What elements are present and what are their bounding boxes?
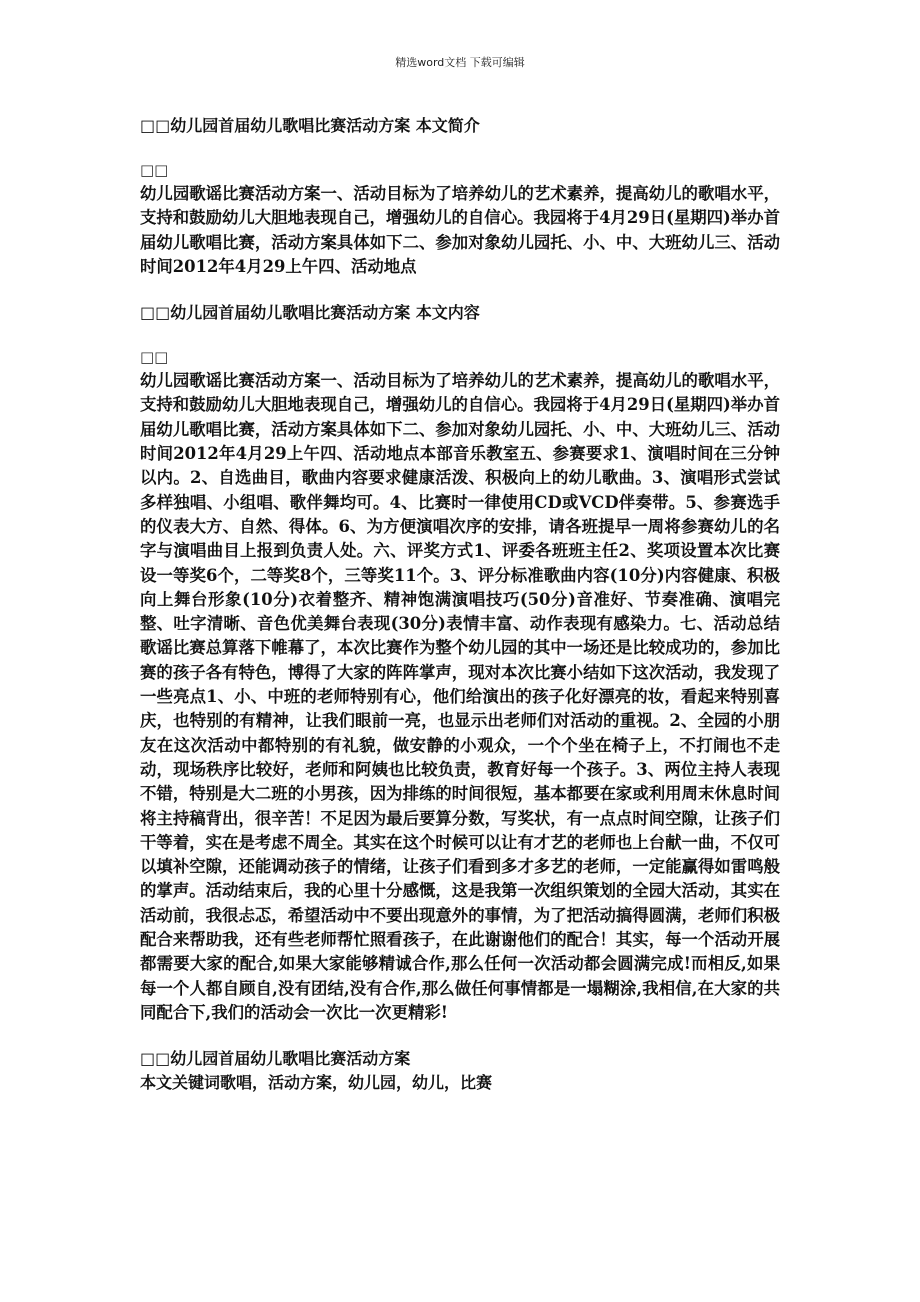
summary-paragraph: 幼儿园歌谣比赛活动方案一、活动目标为了培养幼儿的艺术素养，提高幼儿的歌唱水平，支持和鼓励幼儿大胆地表现自己，增强幼儿的自信心。我园将于4月29日(星期四)举办首届幼儿歌唱比赛，活动方案具体如下二、参加对象幼儿园托、小、中、大班幼儿三、活动时间2012年4月29上午四、活动地点 (140, 184, 780, 276)
section-heading-title (140, 1047, 780, 1071)
placeholder-box-marks: □□ (140, 1049, 171, 1069)
placeholder-box-marks: □□ (140, 303, 171, 323)
placeholder-box-marks: □□ (140, 348, 169, 367)
heading-text: 幼儿园首届幼儿歌唱比赛活动方案 本文内容 (170, 303, 480, 323)
section-heading-content (140, 301, 780, 325)
placeholder-box-marks: □□ (140, 116, 171, 135)
heading-text: 幼儿园首届幼儿歌唱比赛活动方案 本文简介 (170, 116, 480, 135)
page-header: 精选word文档 下载可编辑 (395, 56, 525, 69)
content-paragraph: 幼儿园歌谣比赛活动方案一、活动目标为了培养幼儿的艺术素养，提高幼儿的歌唱水平，支持和鼓励幼儿大胆地表现自己，增强幼儿的自信心。我园将于4月29日(星期四)举办首届幼儿歌唱比赛，活动方案具体如下二、参加对象幼儿园托、小、中、大班幼儿三、活动时间2012年4月29上午四、活动地点本部音乐教室五、参赛要求1、演唱时间在三分钟以内。2、自选曲目，歌曲内容要求健康活泼、积极向上的幼儿歌曲。3、演唱形式尝试多样独唱、小组唱、歌伴舞均可。4、比赛时一律使用CD或VCD伴奏带。5、参赛选手的仪表大方、自然、得体。6、为方便演唱次序的安排，请各班提早一周将参赛幼儿的名字与演唱曲目上报到负责人处。六、评奖方式1、评委各班班主任2、奖项设置本次比赛设一等奖6个，二等奖8个，三等奖11个。3、评分标准歌曲内容(10分)内容健康、积极向上舞台形象(10分)衣着整齐、精神饱满演唱技巧(50分)音准好、节奏准确、演唱完整、吐字清晰、音色优美舞台表现(30分)表情丰富、动作表现有感染力。七、活动总结歌谣比赛总算落下帷幕了，本次比赛作为整个幼儿园的其中一场还是比较成功的，参加比赛的孩子各有特色，博得了大家的阵阵掌声，现对本次比赛小结如下这次活动，我发现了一些亮点1、小、中班的老师特别有心，他们给演出的孩子化好漂亮的妆，看起来特别喜庆，也特别的有精神，让我们眼前一亮，也显示出老师们对活动的重视。2、全园的小朋友在这次活动中都特别的有礼貌，做安静的小观众，一个个坐在椅子上，不打闹也不走动，现场秩序比较好，老师和阿姨也比较负责，教育好每一个孩子。3、两位主持人表现不错，特别是大二班的小男孩，因为排练的时间很短，基本都要在家或利用周末休息时间将主持稿背出，很辛苦！不足因为最后要算分数，写奖状，有一点点时间空隙，让孩子们干等着，实在是考虑不周全。其实在这个时候可以让有才艺的老师也上台献一曲，不仅可以填补空隙，还能调动孩子的情绪，让孩子们看到多才多艺的老师，一定能赢得如雷鸣般的掌声。活动结束后，我的心里十分感慨，这是我第一次组织策划的全园大活动，其实在活动前，我很忐忑，希望活动中不要出现意外的事情，为了把活动搞得圆满，老师们积极配合来帮助我，还有些老师帮忙照看孩子，在此谢谢他们的配合！其实，每一个活动开展都需要大家的配合,如果大家能够精诚合作,那么任何一次活动都会圆满完成!而相反,如果每一个人都自顾自,没有团结,没有合作,那么做任何事情都是一塌糊涂,我相信,在大家的共同配合下,我们的活动会一次比一次更精彩! (140, 371, 780, 1022)
keywords-line: 本文关键词歌唱，活动方案，幼儿园，幼儿，比赛 (140, 1073, 493, 1093)
document-body (140, 114, 780, 1095)
placeholder-box-marks: □□ (140, 161, 169, 179)
section-heading-summary (140, 114, 780, 138)
heading-text: 幼儿园首届幼儿歌唱比赛活动方案 (170, 1049, 411, 1069)
